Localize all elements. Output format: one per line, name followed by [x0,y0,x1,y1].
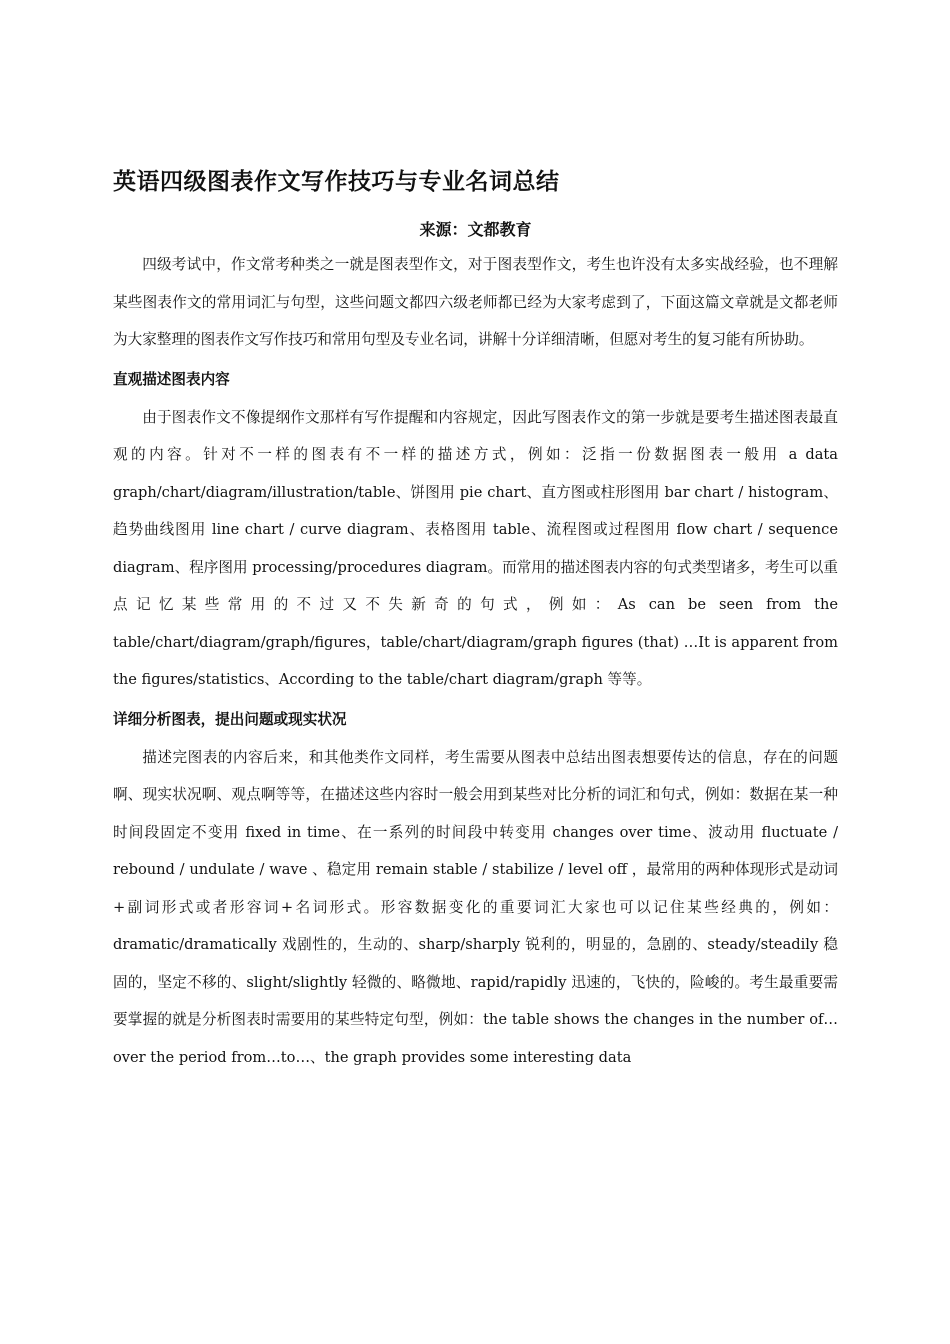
section-body-describe: 由于图表作文不像提纲作文那样有写作提醒和内容规定，因此写图表作文的第一步就是要考生描述图表最直观的内容。针对不一样的图表有不一样的描述方式，例如：泛指一份数据图表一般用 a data graph/chart/diagram/illustration/table、饼图用 pie chart、直方图或柱形图用 bar chart / histogram、趋势曲线图用 line chart / curve diagram、表格图用 table、流程图或过程图用 flow chart / sequence diagram、程序图用 processing/procedures diagram。而常用的描述图表内容的句式类型诸多，考生可以重点记忆某些常用的不过又不失新奇的句式，例如：As can be seen from the table/chart/diagram/graph/figures，table/chart/diagram/graph figures (that) …It is apparent from the figures/statistics、According to the table/chart diagram/graph 等等。 [113,408,838,688]
section-heading-describe: 直观描述图表内容 [113,370,230,388]
intro-paragraph: 四级考试中，作文常考种类之一就是图表型作文，对于图表型作文，考生也许没有太多实战经验，也不理解某些图表作文的常用词汇与句型，这些问题文都四六级老师都已经为大家考虑到了，下面这篇文章就是文都老师为大家整理的图表作文写作技巧和常用句型及专业名词，讲解十分详细清晰，但愿对考生的复习能有所协助。 [113,256,838,348]
document-title: 英语四级图表作文写作技巧与专业名词总结 [113,169,560,195]
section-body-analyze: 描述完图表的内容后来，和其他类作文同样，考生需要从图表中总结出图表想要传达的信息，存在的问题啊、现实状况啊、观点啊等等，在描述这些内容时一般会用到某些对比分析的词汇和句式，例如：数据在某一种时间段固定不变用 fixed in time、在一系列的时间段中转变用 changes over time、波动用 fluctuate / rebound / undulate / wave 、稳定用 remain stable / stabilize / level off ，最常用的两种体现形式是动词+副词形式或者形容词+名词形式。形容数据变化的重要词汇大家也可以记住某些经典的，例如：dramatic/dramatically 戏剧性的，生动的、sharp/sharply 锐利的，明显的，急剧的、steady/steadily 稳固的，坚定不移的、slight/slightly 轻微的、略微地、rapid/rapidly 迅速的，飞快的，险峻的。考生最重要需要掌握的就是分析图表时需要用的某些特定句型，例如：the table shows the changes in the number of…over the period from…to…、the graph provides some interesting data [113,748,838,1066]
document-page [113,162,838,1076]
section-heading-analyze: 详细分析图表，提出问题或现实状况 [113,710,347,728]
document-source: 来源：文都教育 [419,220,532,239]
